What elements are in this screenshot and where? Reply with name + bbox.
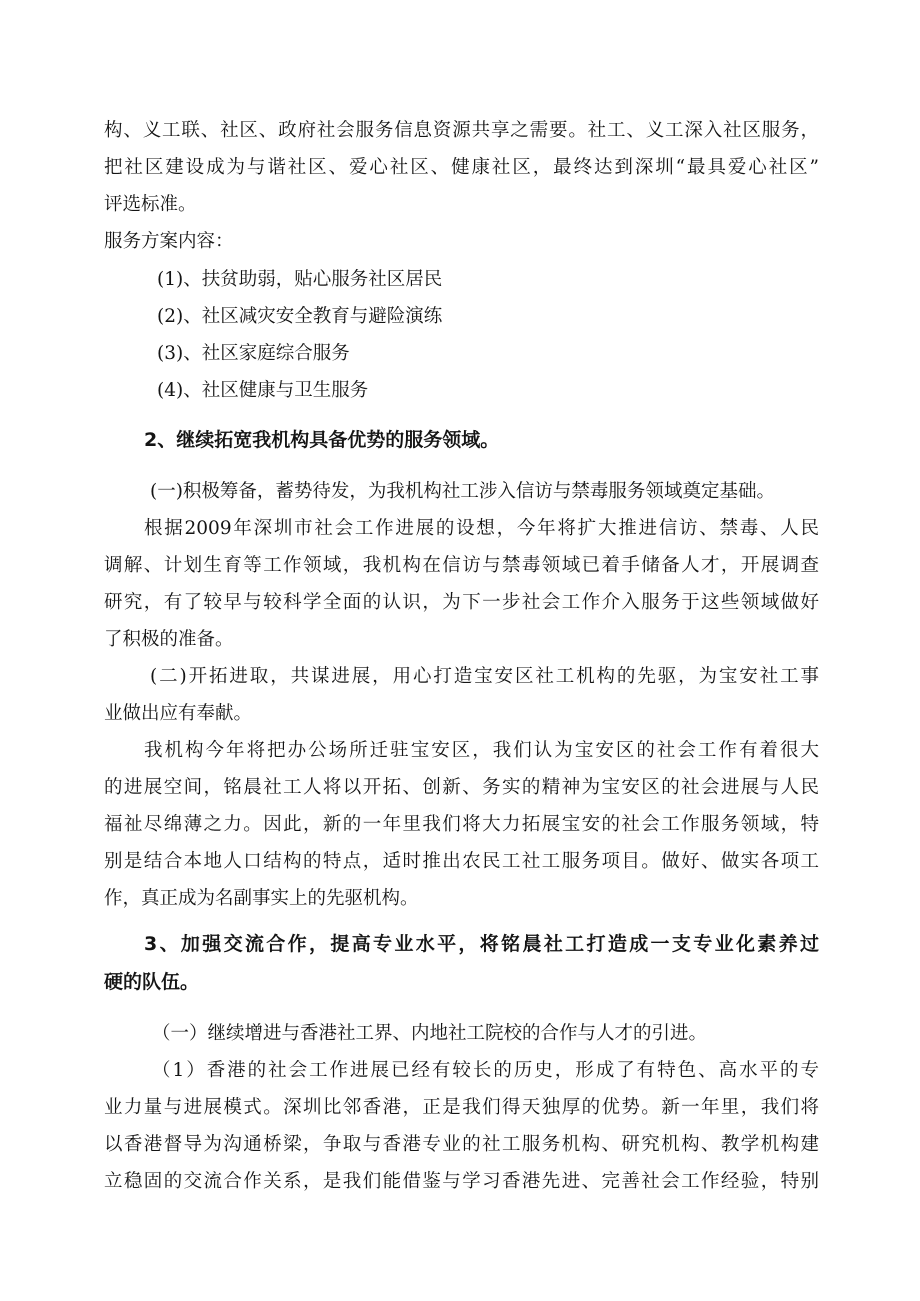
paragraph-line: 我机构今年将把办公场所迁驻宝安区，我们认为宝安区的社会工作有着很大 [144,740,819,761]
paragraph-line: （1）香港的社会工作进展已经有较长的历史，形成了有特色、高水平的专 [152,1060,819,1081]
list-item: (1)、扶贫助弱，贴心服务社区居民 [157,269,443,290]
section-heading: 3、加强交流合作，提高专业水平，将铭晨社工打造成一支专业化素养过 [144,933,819,955]
list-item: (2)、社区减灾安全教育与避险演练 [157,306,443,327]
section-heading: 硬的队伍。 [104,971,200,993]
subsection-heading: （一）继续增进与香港社工界、内地社工院校的合作与人才的引进。 [152,1023,708,1044]
paragraph-line: 了积极的准备。 [104,629,234,650]
paragraph-line: 业做出应有奉献。 [104,703,253,724]
section-heading: 2、继续拓宽我机构具备优势的服务领域。 [144,429,500,451]
paragraph-line: 别是结合本地人口结构的特点，适时推出农民工社工服务项目。做好、做实各项工 [104,851,819,872]
list-item: (3)、社区家庭综合服务 [157,343,350,364]
paragraph-line: 构、义工联、社区、政府社会服务信息资源共享之需要。社工、义工深入社区服务， [104,120,819,141]
paragraph-line: 评选标准。 [104,194,197,215]
paragraph-line: 福祉尽绵薄之力。因此，新的一年里我们将大力拓展宝安的社会工作服务领域，特 [104,814,819,835]
paragraph-line: 以香港督导为沟通桥梁，争取与香港专业的社工服务机构、研究机构、教学机构建 [104,1134,819,1155]
paragraph-line: 调解、计划生育等工作领域，我机构在信访与禁毒领域已着手储备人才，开展调查 [104,555,819,576]
paragraph-line: 业力量与进展模式。深圳比邻香港，正是我们得天独厚的优势。新一年里，我们将 [104,1097,819,1118]
section-label: 服务方案内容： [104,231,234,252]
list-item: (4)、社区健康与卫生服务 [157,380,369,401]
paragraph-line: 根据2009年深圳市社会工作进展的设想，今年将扩大推进信访、禁毒、人民 [144,518,819,539]
paragraph-line: 把社区建设成为与谐社区、爱心社区、健康社区，最终达到深圳“最具爱心社区” [104,157,819,178]
subsection-heading: (二)开拓进取，共谋进展，用心打造宝安区社工机构的先驱，为宝安社工事 [150,666,819,687]
subsection-heading: (一)积极筹备，蓄势待发，为我机构社工涉入信访与禁毒服务领域奠定基础。 [150,481,775,502]
paragraph-line: 作，真正成为名副事实上的先驱机构。 [104,888,419,909]
paragraph-line: 立稳固的交流合作关系，是我们能借鉴与学习香港先进、完善社会工作经验，特别 [104,1171,819,1192]
paragraph-line: 的进展空间，铭晨社工人将以开拓、创新、务实的精神为宝安区的社会进展与人民 [104,777,819,798]
paragraph-line: 研究，有了较早与较科学全面的认识，为下一步社会工作介入服务于这些领域做好 [104,592,819,613]
